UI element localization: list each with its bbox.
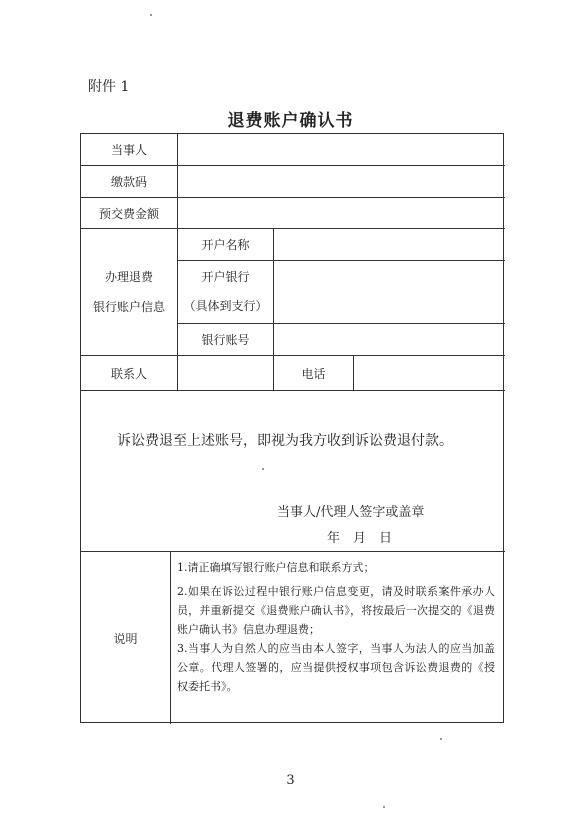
phone-label: 电话 <box>301 366 326 381</box>
contact-field[interactable] <box>178 356 273 390</box>
form-title: 退费账户确认书 <box>227 111 354 131</box>
bank-group-label-line2: 银行账户信息 <box>92 300 165 314</box>
scan-speck <box>150 14 152 16</box>
bank-name-label <box>178 261 273 323</box>
bank-info-group-label <box>81 229 177 355</box>
note-item-3: 3.当事人为自然人的应当由本人签字，当事人为法人的应当加盖公章。代理人签署的，应当提供授权事项包含诉讼费退费的《授权委托书》。 <box>177 642 495 693</box>
account-name-field[interactable] <box>274 229 505 260</box>
refund-account-form <box>80 133 504 723</box>
bank-group-label-line1: 办理退费 <box>104 270 153 284</box>
phone-field[interactable] <box>354 356 505 390</box>
account-name-label: 开户名称 <box>201 238 250 252</box>
refund-statement: 诉讼费退至上述账号，即视为我方收到诉讼费退付款。 <box>117 433 453 449</box>
prepaid-amount-field[interactable] <box>178 198 505 228</box>
prepaid-amount-label: 预交费金额 <box>98 206 159 221</box>
note-item-2: 2.如果在诉讼过程中银行账户信息变更，请及时联系案件承办人员，并重新提交《退费账户确认书》，将按最后一次提交的《退费账户确认书》信息办理退费； <box>177 585 495 636</box>
signature-line: 当事人/代理人签字或盖章 <box>277 505 425 520</box>
payment-code-field[interactable] <box>178 166 505 197</box>
note-item-1: 1.请正确填写银行账户信息和联系方式； <box>177 561 375 574</box>
party-label: 当事人 <box>110 143 147 157</box>
notes-label: 说明 <box>113 631 138 646</box>
scan-speck <box>262 468 264 470</box>
page-number: 3 <box>286 773 295 788</box>
scan-speck <box>440 738 442 740</box>
party-field[interactable] <box>178 134 505 165</box>
payment-code-label: 缴款码 <box>110 175 147 189</box>
annex-label: 附件 1 <box>88 79 130 95</box>
account-number-label: 银行账号 <box>201 333 250 347</box>
bank-label-line2: （具体到支行） <box>183 299 268 313</box>
contact-label: 联系人 <box>110 366 147 381</box>
account-number-field[interactable] <box>274 324 505 355</box>
scan-speck <box>383 806 385 808</box>
date-line: 年 月 日 <box>327 531 393 546</box>
bank-name-field[interactable] <box>274 261 505 323</box>
bank-label-line1: 开户银行 <box>201 270 250 284</box>
